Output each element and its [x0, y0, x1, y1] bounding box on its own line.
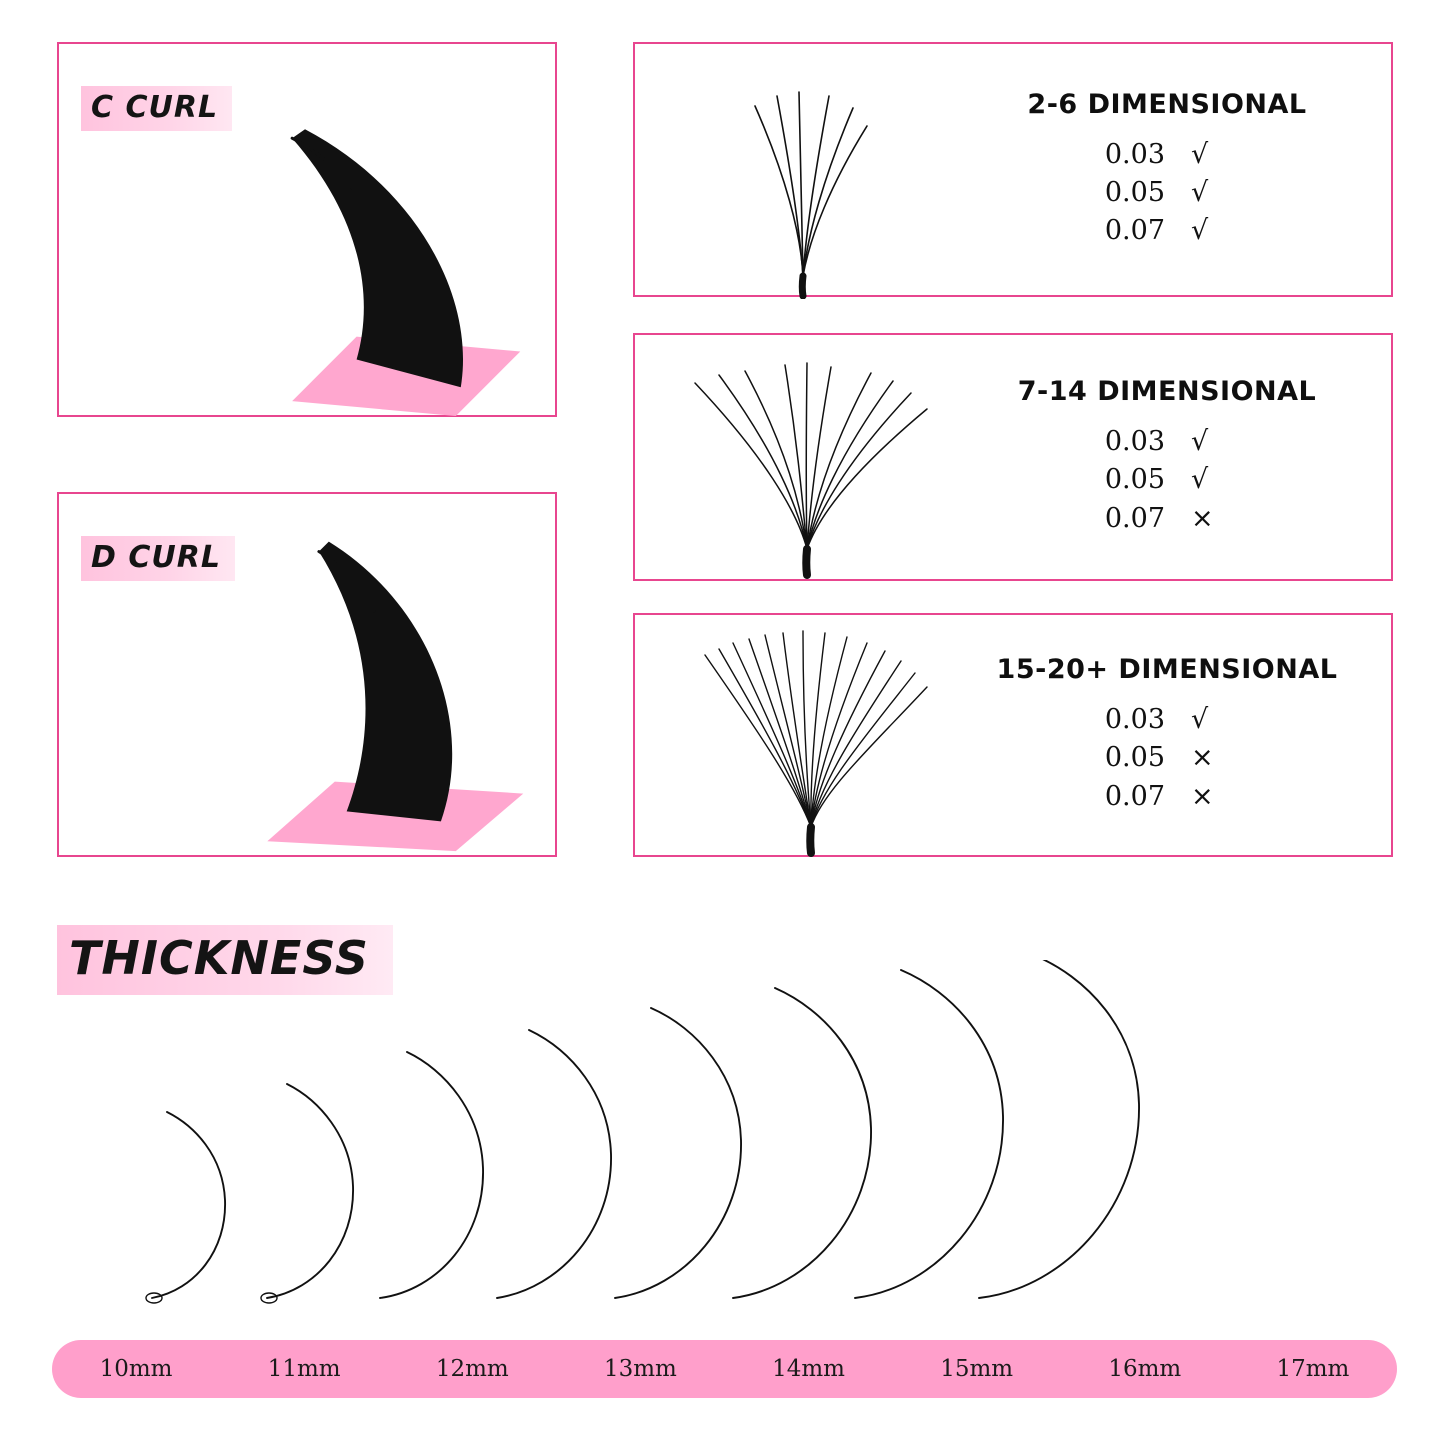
lash-curve-10mm: [152, 1112, 225, 1298]
thickness-row: [965, 136, 1369, 174]
thickness-title: THICKNESS: [57, 925, 393, 995]
d-curl-lash-body: [319, 542, 452, 822]
lash-curve-16mm: [855, 970, 1003, 1298]
thickness-value: 0.05: [1104, 176, 1165, 208]
availability-mark: √: [1191, 464, 1209, 496]
thickness-row: [965, 778, 1369, 816]
fan-svg-medium: [635, 335, 965, 583]
c-curl-panel: [57, 42, 557, 417]
availability-mark: ×: [1191, 742, 1214, 774]
dimension-panel-15-20: [633, 613, 1393, 857]
thickness-row: [965, 500, 1369, 538]
lash-length-illustration: [55, 960, 1395, 1320]
fan-illustration-7-14: [635, 335, 965, 579]
dimension-text-2-6: [965, 89, 1391, 251]
size-label-15mm: 15mm: [940, 1356, 1014, 1382]
d-curl-label: D CURL: [81, 536, 235, 581]
size-label-14mm: 14mm: [772, 1356, 845, 1382]
fan-illustration-2-6: [635, 44, 965, 295]
dimension-panel-7-14: [633, 333, 1393, 581]
d-curl-panel: [57, 492, 557, 857]
availability-mark: √: [1191, 426, 1209, 457]
availability-mark: ×: [1191, 502, 1214, 534]
size-label-11mm: 11mm: [267, 1356, 341, 1382]
fan-illustration-15-20: [635, 615, 965, 855]
thickness-row: [965, 423, 1369, 461]
lash-curve-13mm: [497, 1030, 611, 1298]
availability-mark: ×: [1191, 780, 1214, 812]
size-label-13mm: 13mm: [603, 1356, 677, 1382]
availability-mark: √: [1191, 215, 1209, 247]
dimension-text-15-20: [965, 654, 1391, 816]
c-curl-label: C CURL: [81, 86, 232, 131]
thickness-row: [965, 212, 1369, 250]
size-label-12mm: 12mm: [435, 1356, 509, 1382]
thickness-value: 0.03: [1104, 426, 1165, 457]
thickness-value: 0.07: [1104, 215, 1165, 247]
lash-curve-15mm: [733, 988, 871, 1298]
lash-curve-12mm: [380, 1052, 483, 1298]
thickness-value: 0.05: [1104, 742, 1165, 774]
thickness-value: 0.03: [1104, 704, 1165, 735]
lash-curve-14mm: [615, 1008, 741, 1298]
dimension-title: 7-14 DIMENSIONAL: [1017, 376, 1317, 407]
thickness-row: [965, 174, 1369, 212]
thickness-value: 0.03: [1104, 138, 1165, 170]
thickness-value: 0.07: [1104, 502, 1165, 534]
size-label-17mm: 17mm: [1276, 1356, 1350, 1382]
dimension-text-7-14: [965, 376, 1391, 538]
availability-mark: √: [1191, 138, 1209, 170]
thickness-row: [965, 461, 1369, 499]
size-scale-bar: [52, 1340, 1397, 1398]
thickness-value: 0.05: [1104, 464, 1165, 496]
dimension-panel-2-6: [633, 42, 1393, 297]
thickness-value: 0.07: [1104, 780, 1165, 812]
availability-mark: √: [1191, 176, 1209, 208]
thickness-row: [965, 701, 1369, 739]
size-label-10mm: 10mm: [99, 1356, 173, 1382]
availability-mark: √: [1191, 704, 1209, 735]
size-label-16mm: 16mm: [1108, 1356, 1182, 1382]
fan-svg-small: [635, 44, 965, 299]
dimension-title: 15-20+ DIMENSIONAL: [996, 654, 1338, 685]
lash-curve-11mm: [267, 1084, 353, 1298]
thickness-row: [965, 739, 1369, 777]
fan-svg-large: [635, 615, 965, 859]
c-curl-lash-body: [292, 129, 463, 387]
dimension-title: 2-6 DIMENSIONAL: [1027, 88, 1307, 120]
